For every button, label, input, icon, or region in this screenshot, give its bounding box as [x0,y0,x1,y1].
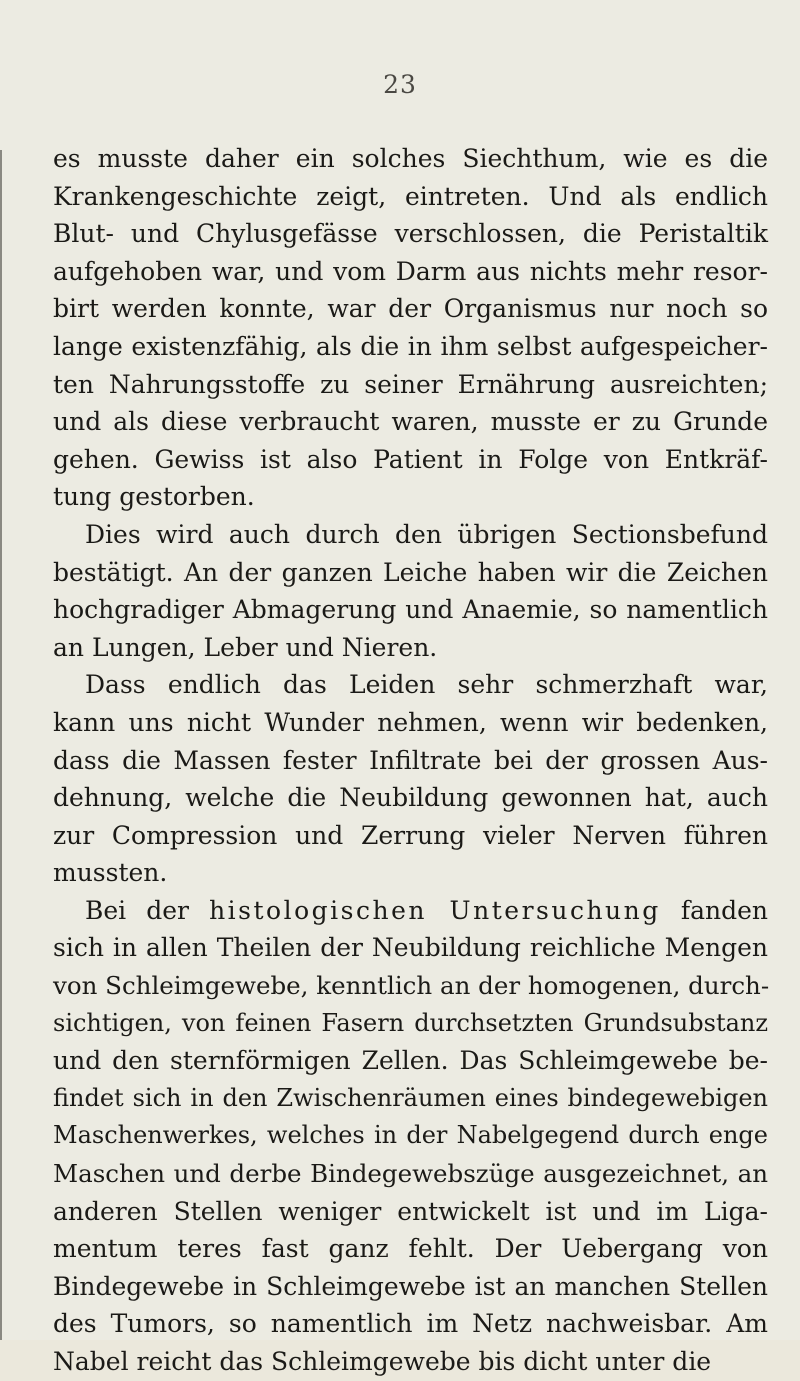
text-line: kann uns nicht Wunder nehmen, wenn wir bedenken, [53,707,768,737]
emphasized-phrase: histologischen Untersuchung [209,895,661,925]
paragraph [53,666,768,892]
page-number: 23 [383,70,417,99]
text-line: dehnung, welche die Neubildung gewonnen hat, auch [53,783,768,813]
paragraph [53,516,768,666]
text-line: Bei der histologischen Untersuchung fanden [85,895,769,925]
text-line: Blut- und Chylusgefässe verschlossen, die Peristaltik [53,219,768,249]
text-line: Krankengeschichte zeigt, eintreten. Und als endlich [53,181,768,211]
paragraph [53,892,768,1381]
text-line: Maschen und derbe Bindegewebszüge ausgezeichnet, an [53,1159,768,1189]
text-line: hochgradiger Abmagerung und Anaemie, so namentlich [53,595,768,625]
page-edge-shadow [0,150,2,1340]
text-line: Bindegewebe in Schleimgewebe ist an manchen Stellen [53,1271,768,1301]
text-line: dass die Massen fester Infiltrate bei der grossen Aus- [53,745,768,775]
text-line: birt werden konnte, war der Organismus nur noch so [53,294,768,324]
text-line: Dies wird auch durch den übrigen Sectionsbefund [85,519,768,549]
text-line: von Schleimgewebe, kenntlich an der homogenen, durch- [53,971,770,1001]
text-line: gehen. Gewiss ist also Patient in Folge von Entkräf- [53,444,768,474]
text-line: es musste daher ein solches Siechthum, wie es die [53,144,768,173]
text-line: aufgehoben war, und vom Darm aus nichts mehr resor- [53,256,768,286]
text-line: mussten. [53,858,168,888]
body-text [53,140,768,1381]
text-line: an Lungen, Leber und Nieren. [53,632,438,662]
text-line: bestätigt. An der ganzen Leiche haben wir die Zeichen [53,557,768,587]
text-line: tung gestorben. [53,482,255,512]
text-line: und den sternförmigen Zellen. Das Schleimgewebe be- [53,1046,768,1076]
text-line: und als diese verbraucht waren, musste er zu Grunde [53,407,768,437]
text-line: Dass endlich das Leiden sehr schmerzhaft war, [85,670,768,700]
text-line: lange existenzfähig, als die in ihm selbst aufgespeicher- [53,331,768,361]
text-line: findet sich in den Zwischenräumen eines bindegewebigen [53,1083,768,1112]
text-line: Nabel reicht das Schleimgewebe bis dicht unter die [53,1347,712,1376]
text-line: ten Nahrungsstoffe zu seiner Ernährung ausreichten; [53,369,768,399]
text-line: anderen Stellen weniger entwickelt ist und im Liga- [53,1196,768,1226]
text-line: sichtigen, von feinen Fasern durchsetzten Grundsubstanz [53,1008,768,1037]
text-line: Maschenwerkes, welches in der Nabelgegend durch enge [53,1121,768,1150]
text-line: des Tumors, so namentlich im Netz nachweisbar. Am [53,1309,768,1339]
text-line: mentum teres fast ganz fehlt. Der Uebergang von [53,1234,768,1264]
text-line: sich in allen Theilen der Neubildung reichliche Mengen [53,933,768,963]
text-line: zur Compression und Zerrung vieler Nerven führen [53,820,768,850]
paragraph [53,140,768,516]
